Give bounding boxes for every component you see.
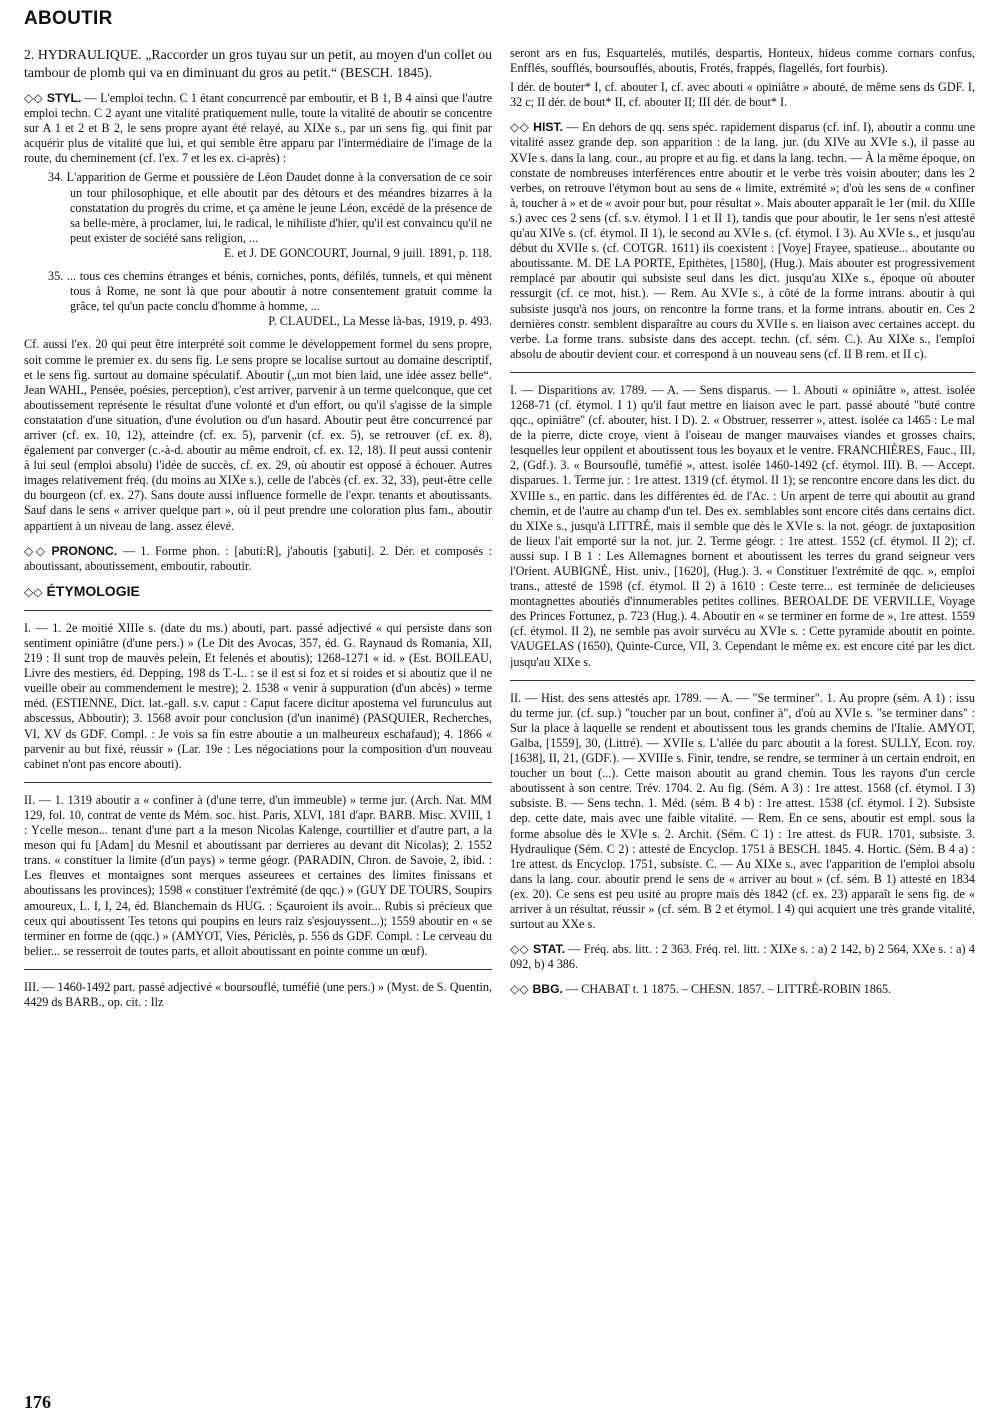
quote-35-source: P. CLAUDEL, La Messe là-bas, 1919, p. 493.: [268, 314, 492, 329]
quote-continuation: seront ars en fus, Esquartelés, mutilés, despartis, Honteux, hideus comme cornars confus, Enfflés, soufflés, boursouflés, aboutis, Frotés, frappés, flagellés, fort fourbis).: [510, 46, 975, 76]
prononc-label: PRONONC.: [51, 543, 118, 558]
etymology-part-I: I. — 1. 2e moitié XIIIe s. (date du ms.) abouti, part. passé adjectivé « qui persiste dans son sentiment opiniâtre (d'une pers.) » (Le Dit des Avocas, 357, éd. G. Raynaud ds Romania, XII, 219 : Il sunt trop de mauvès pelein, Et felenés et aboutis); 1268-1271 « id. » (Est. BOILEAU, Livre des mestiers, éd. Depping, 198 ds T.-L. : se il est si foz et si roides et si aboutiz que il ne vueille obeir au commendement le mestre); 2. 1538 « venir à suppuration (d'un abcès) » terme méd. (ESTIENNE, Dict. lat.-gall. s.v. caput : Caput facere dicitur apostema vel furunculus aut abscessus, Abboutir); 3. 1568 avoir pour conclusion (d'un inanimé) (PASQUIER, Recherches, VI, XV ds GDF. Compl. : Je vois sa fin estre aboutie a un malheureux eschafaud); 4. 1866 « parvenir au but fixé, réussir » (Lar. 19e : Les négociations pour la composition d'un nouveau cabinet n'ont pas encore abouti).: [24, 620, 492, 771]
prononc-section: [24, 544, 492, 574]
etymology-part-III: III. — 1460-1492 part. passé adjectivé « boursouflé, tuméfié (une pers.) » (Myst. de S. Quentin, 4429 ds BARB., op. cit. : Ilz: [24, 979, 492, 1009]
divider: [24, 969, 492, 970]
prononc-body: — 1. Forme phon. : [abuti:R], j'aboutis [ʒabuti]. 2. Dér. et composés : aboutissant, aboutissement, emboutir, raboutir.: [24, 543, 492, 573]
diamond-icon: ◇◇: [24, 584, 43, 599]
diamond-icon: ◇◇: [24, 91, 43, 105]
derivation-note: I dér. de bouter* I, cf. abouter I, cf. avec abouti « opiniâtre » abouté, de même sens ds GDF. I, 32 c; II dér. de bout* II, cf. abouter II; III dér. de bout* I.: [510, 80, 975, 110]
styl-label: STYL.: [46, 91, 82, 105]
diamond-icon: ◇◇: [510, 120, 530, 135]
quote-35-text: 35. ... tous ces chemins étranges et bénis, corniches, ponts, défilés, tunnels, et qui mènent tous à Rome, ne sont là que pour aboutir à notre consentement gratuit comme la grâce, tel qu'un pacte conclu d'homme à homme, ...: [48, 269, 492, 314]
hist-label: HIST.: [533, 120, 563, 135]
hist-body: — En dehors de qq. sens spéc. rapidement disparus (cf. inf. I), aboutir a connu une vitalité assez grande dep. son apparition : de la lang. jur. (du XIVe au XVIe s.), il passe au XVIe s. dans la lang. cour., au propre et au fig. et dans la lang. techn. — À la même époque, on constate de nombreuses interférences entre aboutir et le verbe très voisin abouter; dans les 2 verbes, on retrouve l'étymon bout au sens de « limite, extrémité »; d'où les sens de « confiner à, toucher à » et de « avoir pour but, pour résultat ». Mais abouter apparaît le 1er (mil. du XIIIe s.) avec ces 2 sens (cf. s.v. étymol. I 1 et II 1), tandis que pour aboutir, le 1er sens n'est attesté qu'au XIVe s. (cf. étymol. II 1), le second au XVIe s. (cf. étymol. I 3). Au XVIe s., et jusqu'au début du XVIIe s. (cf. COTGR. 1611) ils coexistent : [Voye] Frayee, spatieuse... aboutante ou aboutissante. M. DE LA PORTE, Epithètes, [1580], (Hug.). Mais abouter est progressivement remplacé par aboutir qui subsiste seul dans les dict. jusqu'au XIXe s., époque où abouter ressurgit (cf. ce mot, hist.). — Rem. Au XVIe s., à côté de la forme intrans. aboutir à qui subsiste jusqu'à nos jours, on rencontre la forme trans. et la forme intrans. aboutir en. Ces 2 dernières constr. semblent disparaître au cours du XVIIe s. en liaison avec certaines accept. du verbe. La forme trans. subsiste dans des accept. techn. (cf. sém. C.). Au XIXe s., l'emploi absolu de aboutir devient cour. et correspond à un nouveau sens (cf. II B rem. et II c).: [510, 120, 975, 361]
quote-34-text: 34. L'apparition de Germe et poussière de Léon Daudet donne à la conversation de ce soir un tour philosophique, et elle aboutit par des détours et des méandres bizarres à la constatation du progrès du crime, et ça amène le jeune Léon, excédé de la présence de sa belle-mère, à proclamer, lui, le radical, le nihiliste d'hier, qu'il est convaincu qu'il ne peut exister de société sans religion, ...: [48, 170, 492, 245]
stat-section: [510, 942, 975, 972]
styl-body: — L'emploi techn. C 1 étant concurrencé par emboutir, et B 1, B 4 ainsi que l'autre emploi techn. C 2 ayant une vitalité pratiquement nulle, toute la vitalité de aboutir se concentre sur A 1 et 2 et B 2, le sens propre ayant été relayé, au XIXe s., par un sens fig. qui finit par acquérir plus de vitalité que lui, et qui semble être apparu par l'intermédiaire de l'image de la route, du cheminement (cf. l'ex. 7 et les ex. ci-après) :: [24, 91, 492, 166]
hist-section: [510, 120, 975, 362]
stat-body: — Fréq. abs. litt. : 2 363. Fréq. rel. litt. : XIXe s. : a) 2 142, b) 2 564, XXe s. : a) 4 092, b) 4 386.: [510, 942, 975, 972]
diamond-icon: ◇◇: [510, 942, 529, 957]
page-header-title: ABOUTIR: [24, 8, 113, 29]
diamond-icon: ◇◇: [510, 982, 529, 997]
hist-sens-section: II. — Hist. des sens attestés apr. 1789. — A. — "Se terminer". 1. Au propre (sém. A 1) : issu du terme jur. (cf. sup.) "toucher par un bout, confiner à", d'où au XVIe s. "se terminer dans" : Sur la place à laquelle se rendent et aboutissent tous les grands chemins de l'Italie. AMYOT, Galba, [1559], 30, (Littré). — XVIIe s. L'allée du parc aboutit a la forest. SULLY, Econ. roy. [1638], II, 21, (GDF.). — XVIIIe s. Finir, tendre, se rendre, se terminer à un certain endroit, en toucher un bout (...). Cette maison aboutit au grand chemin. Tous les rayons d'un cercle aboutissent à son centre. Trév. 1704. 2. Au fig. (Sém. A 3) : 1re attest. 1568 (cf. étymol. I 3) subsiste. B. — Sens techn. 1. Méd. (sém. B 4 b) : 1re attest. 1538 (cf. étymol. I 2). Subsiste dep. cette date, mais avec une faible vitalité. — Rem. En ce sens, aboutir est empl. sous la forme absolue dès le XVIe s. 2. Archit. (Sém. C 1) : 1re attest. ds FUR. 1701, subsiste. 3. Hydraulique (Sém. C 2) : attesté de Encyclop. 1751 à BESCH. 1845. 4. Hortic. (Sém. B 4 a) : 1re attest. ds Encyclop. 1751, subsiste. C. — Au XIXe s., avec l'apparition de l'emploi absolu dans la lang. cour. aboutir prend le sens de « arriver au bout » (cf. sém. B 1) attesté en 1834 (ex. 20). Ce sens est peu usité au propre mais dès 1842 (cf. ex. 23) apparaît le sens fig. de « arriver à un résultat, réussir » (cf. sém. B 2 et étymol. I 4) qui acquiert une très grande vitalité, surtout au XXe s.: [510, 690, 975, 932]
divider: [510, 680, 975, 681]
cf-paragraph: Cf. aussi l'ex. 20 qui peut être interprété soit comme le développement formel du sens propre, soit comme le premier ex. du sens fig. Le sens propre se localise surtout au domaine descriptif, et le sens fig. surtout au domaine spéculatif. Aboutir („un mot bien laid, une idée assez belle“. Jean WAHL, Pensée, poésies, perception), c'est arriver, parvenir à un terme quelconque, que cet aboutissement représente le résultat d'une volonté et d'un effort, ou qu'il s'agisse de la simple constatation d'une situation, d'une évolution ou d'un hasard. Aboutir peut être concurrencé par arriver (cf. ex. 10, 12), atteindre (cf. ex. 5), parvenir (cf. ex. 5), se retrouver (cf. ex. 8), également par converger (c.-à-d. aboutir au même endroit, cf. ex. 12, 18). Il peut aussi contenir à lui seul (emploi absolu) l'idée de succès, cf. ex. 29, où aboutir est opposé à échouer. Autres images relativement fréq. (du moins au XIXe s.), celle de l'abcès (cf. ex. 32, 33), peut-être celle du bourgeon (cf. ex. 27). Sans doute aussi influence formelle de l'expr. tenants et aboutissants. Sauf dans le sens « arriver quelque part », où il peut prendre une coloration plus fam., aboutir appartient à un niveau de lang. assez élevé.: [24, 337, 492, 533]
bbg-label: BBG.: [532, 982, 563, 997]
diamond-icon: ◇◇: [24, 543, 48, 558]
disparitions-section: I. — Disparitions av. 1789. — A. — Sens disparus. — 1. Abouti « opiniâtre », attest. isolée 1268-71 (cf. étymol. I 1) qu'il faut mettre en liaison avec le part. passé abouté "buté contre qqc., opiniâtre" (cf. abouter, hist. I D). 2. « Obstruer, resserrer », attest. isolée ca 1465 : Le mal de la pierre, dicte croye, vient à l'oiseau de manger mauvaises viandes et grosses chairs, lesquelles leur oppilent et aboutissent tous les boyaux et le ventre. FRANCHIÈRES, Fauc., III, 2, (Gdf.). 3. « Boursouflé, tuméfié », attest. isolée 1460-1492 (cf. étymol. III). B. — Accept. disparues. 1. Terme jur. : 1re attest. 1319 (cf. étymol. II 1); se rencontre encore dans les dict. du XVIIIe s., en partic. dans les différentes éd. de l'Ac. : Un arpent de terre qui aboutit au grand chemin, et de l'autre au champ d'un tel. Des ex. semblables sont encore cités dans certains dict. du XIXe s., jusqu'à LITTRÉ, mais il semble que dès le XVIe s. la not. géogr. de juxtaposition de lieux l'ait emporté sur la not. jur. 2. Terme géogr. : 1re attest. 1552 (cf. étymol. II 2); cf. aussi sup. I B 1 : Les Allemagnes bornent et aboutissent les terres du grand seigneur vers l'Orient. AUBIGNÉ, Hist. univ., [1620], (Hug.). 3. « Constituer l'extrémité de qqc. », emploi trans., attesté de 1598 (cf. étymol. II 2) à 1610 : Ceste terre... est terminée de delicieuses montagnettes aboutiés d'innumerables petites collines. BEROALDE DE VERVILLE, Voyage des Princes Fortunez, p. 723 (Hug.). 4. Aboutir en « se terminer en forme de », 1re attest. 1559 (cf. étymol. II 2), ne semble pas avoir survécu au XVIe s. : Cette pyramide aboutit en pointe. VAUGELAS (1650), Quinte-Curce, VII, 3. Cependant le même ex. est encore cité par les dict. jusqu'au XIXe s.: [510, 382, 975, 669]
etymologie-heading: [24, 584, 492, 600]
etymology-part-II: II. — 1. 1319 aboutir a « confiner à (d'une terre, d'un immeuble) » terme jur. (Arch. Nat. MM 129, fol. 10, contrat de vente ds Mém. soc. hist. Paris, XLVI, 181 d'apr. BARB. Misc. XVIII, 1 : Ycelle meson... tenant d'une part a la meson Nicolas Kalenge, courtillier et d'autre part, a la meson qui fu [Adam] du Mesnil et aboutissant par derrieres au devant dit Nicolas); 2. 1552 trans. « constituer la limite (d'un pays) » terme géogr. (PARADIN, Chron. de Savoie, 2, ibid. : Les fleuves et montaignes sont merques asseurees et certaines des limites finissans et aboutissans les provinces); 1598 « constituer l'extrémité (de qqc.) » (GUY DE TOURS, Soupirs amoureux, L. I, I, 24, éd. Blanchemain ds HUG. : Sçauroient ils avoir... Rubis si précieux que ceux qui aboutissent Tes tetons qui poupins en leurs raiz s'esjouyssent...); 1559 aboutir en « se terminer en forme de (qqc.) » (AMYOT, Vies, Périclès, p. 556 ds GDF. Compl. : Le cerveau du belier... se resserroit de toutes parts, et alloit aboutissant en pointe comme un œuf).: [24, 792, 492, 958]
left-column: [24, 46, 492, 1386]
quote-35: [48, 269, 492, 329]
quote-34: [48, 170, 492, 261]
right-column: [510, 46, 975, 1386]
bbg-body: — CHABAT t. 1 1875. – CHESN. 1857. – LITTRÉ-ROBIN 1865.: [565, 982, 892, 997]
stat-label: STAT.: [532, 942, 565, 957]
etymologie-title: ÉTYMOLOGIE: [46, 582, 140, 599]
styl-section: [24, 91, 492, 166]
hydraulique-definition: 2. HYDRAULIQUE. „Raccorder un gros tuyau sur un petit, au moyen d'un collet ou tambour de plomb qui va en diminuant du gros au petit.“ (BESCH. 1845).: [24, 47, 492, 80]
divider: [510, 372, 975, 373]
bbg-section: [510, 982, 975, 997]
divider: [24, 782, 492, 783]
quote-34-source: E. et J. DE GONCOURT, Journal, 9 juill. 1891, p. 118.: [223, 245, 492, 260]
divider: [24, 610, 492, 611]
page-number: 176: [24, 1392, 51, 1412]
